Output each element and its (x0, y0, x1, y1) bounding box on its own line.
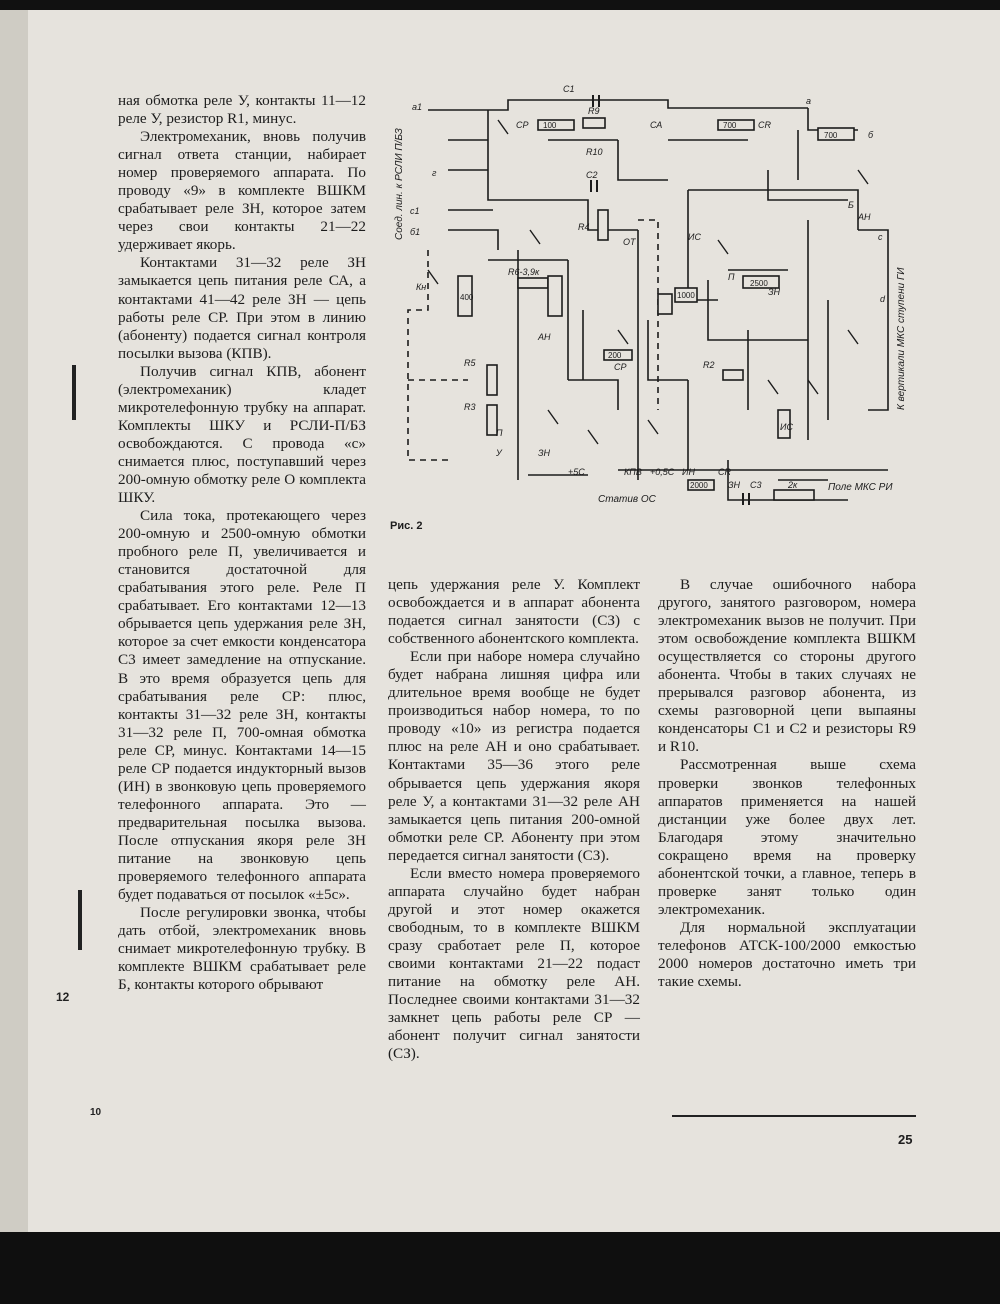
label-100: 100 (543, 121, 557, 130)
text-column-left (118, 92, 366, 994)
label-b1: б1 (410, 227, 421, 237)
label-r4: R4 (578, 222, 590, 232)
paragraph: Если вместо номера проверяемого аппарата случайно будет набран другой и этот номер окажется свободным, то в комплекте ВШКМ сразу сработает реле П, которое своими контактами 21—22 подаст питание на обмотку реле АН. Последнее своими контактами 31—32 замкнет цепь работы реле СР — абонент получит сигнал занятости (СЗ). (388, 864, 640, 1063)
label-400: 400 (460, 293, 474, 302)
paragraph: Для нормальной эксплуатации телефонов АТСК-100/2000 емкостью 2000 номеров достаточно иметь три такие схемы. (658, 918, 916, 991)
paragraph: Получив сигнал КПВ, абонент (электромеханик) кладет микротелефонную трубку на аппарат. Комплекты ШКУ и РСЛИ-П/БЗ освобождаются. С провода «с» снимается плюс, поступавший через 200-омную обмотку реле О комплекта ШКУ. (118, 362, 366, 507)
margin-number: 12 (56, 990, 70, 1004)
label-sr-2: СР (614, 362, 627, 372)
label-r2: R2 (703, 360, 715, 370)
paragraph: Если при наборе номера случайно будет набрана лишняя цифра или длительное время вообще не будет производиться набор номера, то по проводу «10» из регистра подается плюс на реле АН и оно срабатывает. Контактами 35—36 этого реле обрывается цепь удержания якоря реле У, а контактами 31—32 реле АН замыкается цепь питания 200-омной обмотки реле СР. Абоненту при этом передается сигнал занятости (СЗ). (388, 648, 640, 864)
label-a1: а1 (412, 102, 423, 112)
label-is-1: ИС (688, 232, 701, 242)
label-sr-1: СР (516, 120, 529, 130)
label-700-b: 700 (824, 131, 838, 140)
paragraph: В случае ошибочного набора другого, занятого разговором, номера электромеханик вызов не получит. При этом освобождение комплекта ВШКМ осуществляется со стороны другого абонента. Чтобы в таких случаях не прерывался разговор абонента, из схемы разговорной цепи выпаяны конденсаторы С1 и С2 и резисторы R9 и R10. (658, 576, 916, 756)
label-700-a: 700 (723, 121, 737, 130)
label-kpv: КПВ (624, 467, 642, 477)
text-column-middle (388, 576, 640, 1063)
label-an-2: АН (538, 332, 551, 342)
bottom-edge-band (0, 1232, 1000, 1304)
label-in: ИН (682, 467, 695, 477)
label-zn-1: ЗН (768, 287, 781, 297)
label-r3: R3 (464, 402, 476, 412)
label-pole: Поле МКС РИ (828, 482, 893, 493)
label-vertical: К вертикали МКС ступени ГИ (896, 267, 907, 410)
label-d: d (880, 294, 886, 304)
label-ot: ОТ (623, 237, 636, 247)
label-is-2: ИС (780, 422, 793, 432)
paragraph: цепь удержания реле У. Комплект освобождается и в аппарат абонента подается сигнал занятости (СЗ) с собственного абонентского комплекта. (388, 576, 640, 648)
label-r10: R10 (586, 147, 603, 157)
label-c1-cap: С1 (563, 84, 575, 94)
label-stativ: Статив ОС (598, 494, 656, 505)
label-r9: R9 (588, 106, 600, 116)
label-c3: С3 (750, 480, 762, 490)
label-c1: с1 (410, 206, 420, 216)
paragraph: Электромеханик, вновь получив сигнал ответа станции, набирает номер проверяемого аппарата. По проводу «9» в комплекте ВШКМ срабатывает реле ЗН, которое затем через свои контакты 21—22 удерживает якорь. (118, 128, 366, 254)
label-c: с (878, 232, 883, 242)
top-edge-band (0, 0, 1000, 10)
label-cr-1: СR (758, 120, 771, 130)
label-200: 200 (608, 351, 622, 360)
label-zn-3: ЗН (538, 448, 551, 458)
label-b-rel: Б (848, 200, 854, 210)
label-1000: 1000 (677, 291, 695, 300)
page-number: 25 (898, 1132, 913, 1147)
label-p-2: П (496, 428, 503, 438)
paragraph: Рассмотренная выше схема проверки звонков телефонных аппаратов применяется на нашей дистанции уже более двух лет. Благодаря этому значительно сокращено время на проверку абонентской точки, а главное, теперь в проверке занят только один электромеханик. (658, 756, 916, 918)
closing-rule (672, 1115, 916, 1117)
label-2500: 2500 (750, 279, 768, 288)
circuit-diagram (388, 80, 910, 510)
label-r2k: 2к (788, 480, 798, 490)
figure-caption: Рис. 2 (390, 520, 423, 532)
label-2000: 2000 (690, 481, 708, 490)
label-sa-1: СА (650, 120, 663, 130)
label-cr-2: СR (718, 467, 731, 477)
label-sed-lin: Соед. лин. к РСЛИ П/БЗ (394, 128, 405, 240)
label-plus05: +0,5С (650, 467, 675, 477)
label-zn-2: ЗН (728, 480, 741, 490)
label-kn: Кн (416, 282, 427, 292)
margin-number: 10 (90, 1107, 102, 1118)
text-column-right (658, 576, 916, 991)
paragraph: После регулировки звонка, чтобы дать отбой, электромеханик вновь снимает микротелефонную трубку. В комплекте ВШКМ срабатывает реле Б, контакты которого обрывают (118, 904, 366, 994)
label-plus5: +5С (568, 467, 585, 477)
label-r5: R5 (464, 358, 476, 368)
paragraph: ная обмотка реле У, контакты 11—12 реле У, резистор R1, минус. (118, 92, 366, 128)
label-u: У (496, 448, 502, 458)
label-b: б (868, 130, 874, 140)
margin-mark (72, 365, 76, 420)
label-p-1: П (728, 272, 735, 282)
label-g: г (432, 168, 437, 178)
label-an-1: АН (858, 212, 871, 222)
paragraph: Контактами 31—32 реле ЗН замыкается цепь питания реле СА, а контактами 41—42 реле ЗН — цепь работы реле СР. При этом в линию (абоненту) подается сигнал контроля посылки вызова (КПВ). (118, 254, 366, 362)
label-a: а (806, 96, 812, 106)
paragraph: Сила тока, протекающего через 200-омную и 2500-омную обмотки пробного реле П, увеличивается и становится достаточной для срабатывания этого реле. Реле П срабатывает. Его контактами 12—13 обрывается цепь удержания реле ЗН, которое за счет емкости конденсатора С3 имеет замедление на отпускание. В это время образуется цепь для срабатывания реле СР: плюс, контакты 31—32 реле ЗН, контакты 31—32 реле П, 700-омная обмотка реле СР, минус. Контактами 14—15 реле СР подается индукторный вызов (ИН) в звонковую цепь проверяемого телефонного аппарата. Это — предварительная посылка вызова. После отпускания якоря реле ЗН питание на звонковую цепь проверяемого телефонного аппарата будет подаваться от посылок «±5с». (118, 507, 366, 904)
label-r6: R6-3,9к (508, 267, 540, 277)
label-c2: С2 (586, 170, 598, 180)
margin-mark (78, 890, 82, 950)
